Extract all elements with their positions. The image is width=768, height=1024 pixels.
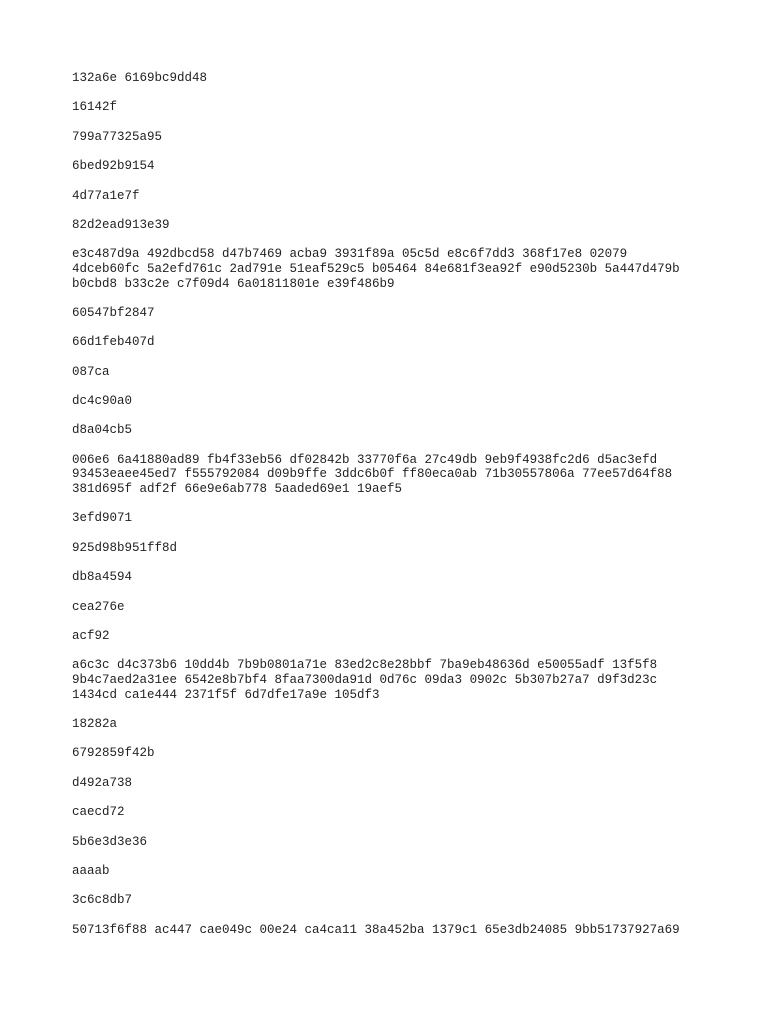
text-line: 5b6e3d3e36 [72, 834, 148, 849]
text-paragraph [72, 923, 712, 938]
document-body [72, 71, 712, 952]
text-paragraph [72, 218, 712, 233]
text-line: caecd72 [72, 805, 125, 820]
text-paragraph [72, 306, 712, 321]
text-paragraph [72, 864, 712, 879]
text-paragraph [72, 511, 712, 526]
text-paragraph [72, 805, 712, 820]
text-line: b0cbd8 b33c2e c7f09d4 6a01811801e e39f486b9 [72, 276, 395, 291]
text-line: 16142f [72, 100, 118, 115]
text-line: 6792859f42b [72, 746, 155, 761]
text-line: 93453eaee45ed7 f555792084 d09b9ffe 3ddc6b0f ff80eca0ab 71b30557806a 77ee57d64f88 [72, 467, 673, 482]
text-line: 4d77a1e7f [72, 188, 140, 203]
text-line: 381d695f adf2f 66e9e6ab778 5aaded69e1 19aef5 [72, 482, 403, 497]
text-line: 132a6e 6169bc9dd48 [72, 71, 208, 85]
text-line: 66d1feb407d [72, 335, 155, 350]
text-line: aaaab [72, 863, 110, 878]
text-line: 1434cd ca1e444 2371f5f 6d7dfe17a9e 105df3 [72, 687, 380, 702]
text-paragraph [72, 423, 712, 438]
text-paragraph [72, 394, 712, 409]
text-line: d8a04cb5 [72, 423, 133, 438]
text-line: 925d98b951ff8d [72, 540, 178, 555]
text-line: 18282a [72, 716, 118, 731]
text-paragraph [72, 159, 712, 174]
text-line: cea276e [72, 599, 125, 614]
text-paragraph [72, 453, 712, 497]
text-paragraph [72, 835, 712, 850]
text-line: 60547bf2847 [72, 305, 155, 320]
text-paragraph [72, 629, 712, 644]
text-paragraph [72, 746, 712, 761]
text-paragraph [72, 130, 712, 145]
text-line: 50713f6f88 ac447 cae049c 00e24 ca4ca11 38a452ba 1379c1 65e3db24085 9bb51737927a69 [72, 922, 680, 937]
text-line: 4dceb60fc 5a2efd761c 2ad791e 51eaf529c5 b05464 84e681f3ea92f e90d5230b 5a447d479b [72, 261, 680, 276]
text-paragraph [72, 541, 712, 556]
text-line: a6c3c d4c373b6 10dd4b 7b9b0801a71e 83ed2c8e28bbf 7ba9eb48636d e50055adf 13f5f8 [72, 658, 658, 673]
text-paragraph [72, 100, 712, 115]
text-paragraph [72, 570, 712, 585]
text-paragraph [72, 658, 712, 702]
text-paragraph [72, 335, 712, 350]
text-line: db8a4594 [72, 570, 133, 585]
text-paragraph [72, 365, 712, 380]
text-paragraph [72, 600, 712, 615]
text-line: dc4c90a0 [72, 394, 133, 409]
text-paragraph [72, 717, 712, 732]
text-line: 006e6 6a41880ad89 fb4f33eb56 df02842b 33770f6a 27c49db 9eb9f4938fc2d6 d5ac3efd [72, 452, 658, 467]
text-line: 3c6c8db7 [72, 893, 133, 908]
text-line: acf92 [72, 629, 110, 644]
text-paragraph [72, 247, 712, 291]
text-line: 82d2ead913e39 [72, 217, 170, 232]
text-paragraph [72, 189, 712, 204]
text-line: e3c487d9a 492dbcd58 d47b7469 acba9 3931f89a 05c5d e8c6f7dd3 368f17e8 02079 [72, 247, 628, 262]
text-line: 6bed92b9154 [72, 159, 155, 174]
text-line: 087ca [72, 364, 110, 379]
text-paragraph [72, 71, 712, 86]
text-line: d492a738 [72, 775, 133, 790]
text-paragraph [72, 776, 712, 791]
text-line: 9b4c7aed2a31ee 6542e8b7bf4 8faa7300da91d 0d76c 09da3 0902c 5b307b27a7 d9f3d23c [72, 673, 658, 687]
text-paragraph [72, 893, 712, 908]
text-line: 3efd9071 [72, 511, 133, 526]
text-line: 799a77325a95 [72, 129, 163, 144]
